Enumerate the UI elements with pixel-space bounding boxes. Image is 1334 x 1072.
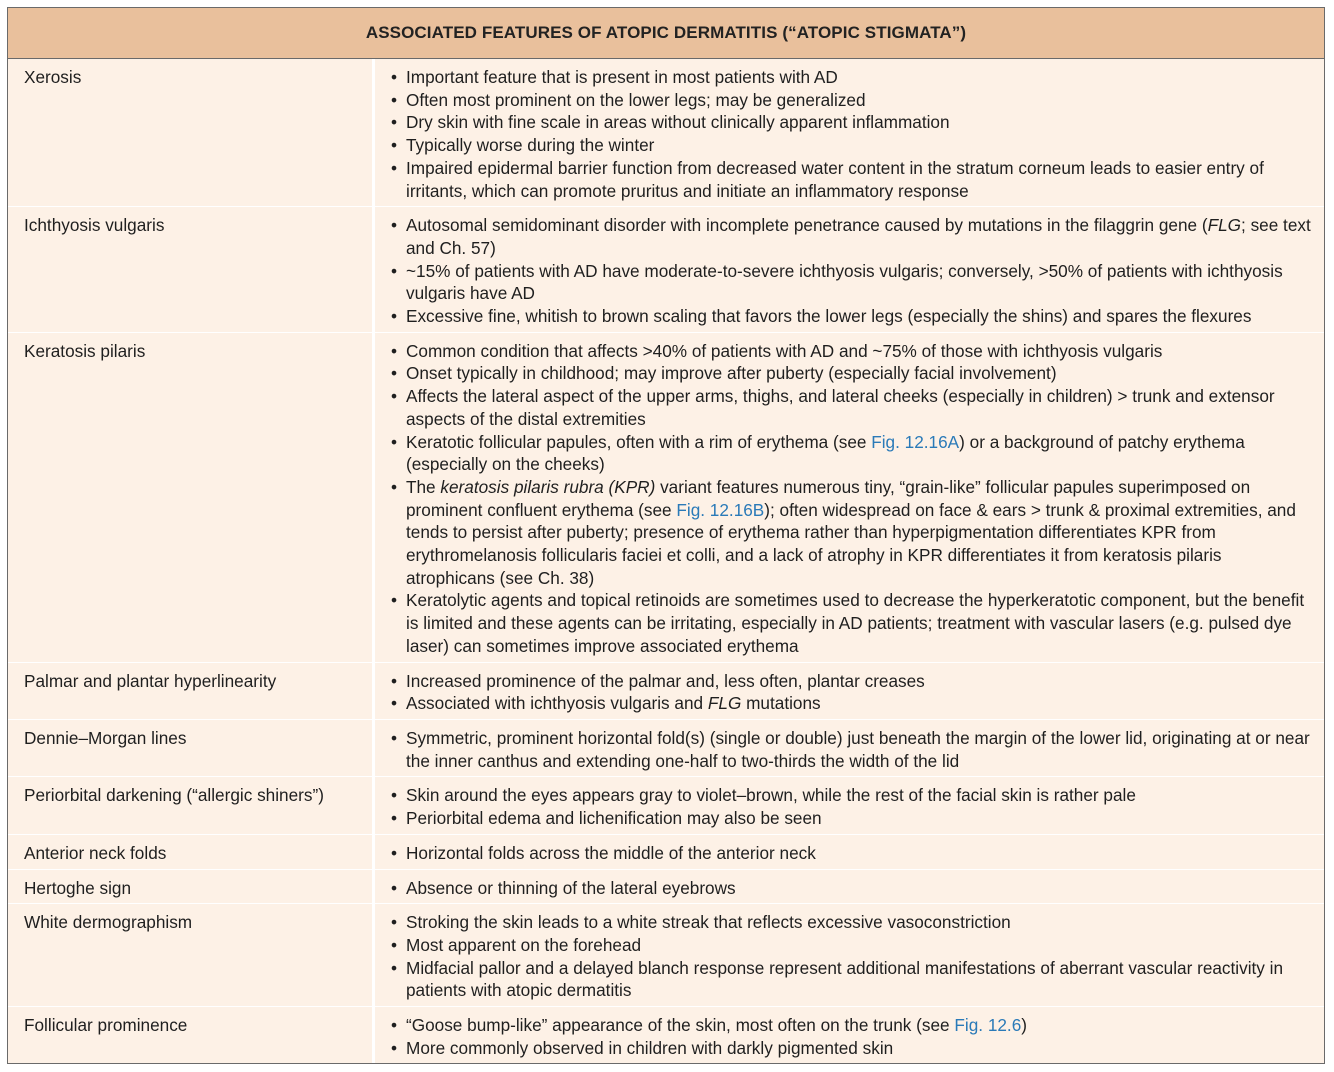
text-run: Periorbital edema and lichenification may also be seen — [406, 808, 822, 829]
text-run: The — [406, 476, 441, 497]
text-run: More commonly observed in children with darkly pigmented skin — [406, 1037, 894, 1058]
bullet-item — [391, 66, 1314, 89]
bullet-icon: • — [391, 476, 398, 497]
text-run: Common condition that affects >40% of patients with AD and ~75% of those with ichthyosis vulgaris — [406, 340, 1163, 361]
bullet-icon: • — [391, 590, 398, 611]
text-run: mutations — [741, 693, 821, 714]
bullet-icon: • — [391, 842, 398, 863]
bullet-item — [391, 157, 1314, 202]
text-run: Most apparent on the forehead — [406, 934, 642, 955]
bullet-item — [391, 957, 1314, 1002]
bullet-icon: • — [391, 215, 398, 236]
bullet-icon: • — [391, 785, 398, 806]
text-run: variant features numerous tiny, “grain-like” follicular papules superimposed on prominent confluent erythema (see — [406, 476, 1251, 520]
text-run: ) or a background of patchy erythema (especially on the cheeks) — [406, 431, 1245, 475]
text-run: Excessive fine, whitish to brown scaling that favors the lower legs (especially the shins) and spares the flexures — [406, 306, 1252, 327]
feature-name: Dennie–Morgan lines — [8, 720, 375, 776]
feature-name: Xerosis — [8, 59, 375, 206]
feature-description — [375, 777, 1324, 833]
text-run: Onset typically in childhood; may improve after puberty (especially facial involvement) — [406, 363, 1057, 384]
bullet-list — [391, 670, 1314, 715]
bullet-item — [391, 1014, 1314, 1037]
table-row — [8, 1007, 1324, 1063]
text-run: Dry skin with fine scale in areas without clinically apparent inflammation — [406, 112, 950, 133]
feature-name: Hertoghe sign — [8, 870, 375, 904]
text-run: Midfacial pallor and a delayed blanch response represent additional manifestations of aberrant vascular reactivity in patients with atopic dermatitis — [406, 957, 1284, 1001]
table-row — [8, 835, 1324, 870]
table-row — [8, 663, 1324, 720]
table-row — [8, 207, 1324, 333]
text-run: ) — [1021, 1015, 1028, 1036]
feature-description — [375, 663, 1324, 719]
bullet-list — [391, 214, 1314, 328]
text-run: “Goose bump-like” appearance of the skin, most often on the trunk (see — [406, 1015, 955, 1036]
bullet-item — [391, 877, 1314, 900]
feature-description — [375, 870, 1324, 904]
bullet-item — [391, 934, 1314, 957]
table-title: ASSOCIATED FEATURES OF ATOPIC DERMATITIS (“ATOPIC STIGMATA”) — [8, 8, 1324, 59]
bullet-icon: • — [391, 808, 398, 829]
text-run: Keratotic follicular papules, often with a rim of erythema (see — [406, 431, 872, 452]
figure-link[interactable]: Fig. 12.6 — [954, 1015, 1022, 1036]
italic-term: FLG — [707, 693, 742, 714]
text-run: Typically worse during the winter — [406, 135, 655, 156]
bullet-item — [391, 260, 1314, 305]
bullet-item — [391, 214, 1314, 259]
bullet-item — [391, 589, 1314, 657]
bullet-item — [391, 692, 1314, 715]
bullet-item — [391, 807, 1314, 830]
italic-term: FLG — [1207, 215, 1242, 236]
bullet-icon: • — [391, 934, 398, 955]
feature-name: Palmar and plantar hyperlinearity — [8, 663, 375, 719]
bullet-item — [391, 842, 1314, 865]
bullet-item — [391, 305, 1314, 328]
feature-description — [375, 904, 1324, 1006]
text-run: Autosomal semidominant disorder with incomplete penetrance caused by mutations in the filaggrin gene ( — [406, 215, 1208, 236]
feature-name: Ichthyosis vulgaris — [8, 207, 375, 332]
text-run: ); often widespread on face & ears > trunk & proximal extremities, and tends to persist after puberty; presence of erythema rather than hyperpigmentation differentiates KPR from erythromelanosis follicularis faciei et colli, and a lack of atrophy in KPR differentiates it from keratosis pilaris atrophicans (see Ch. 38) — [406, 499, 1296, 588]
bullet-item — [391, 784, 1314, 807]
text-run: Stroking the skin leads to a white streak that reflects excessive vasoconstriction — [406, 912, 1011, 933]
feature-description — [375, 835, 1324, 869]
feature-name: Follicular prominence — [8, 1007, 375, 1063]
feature-description — [375, 1007, 1324, 1063]
bullet-item — [391, 89, 1314, 112]
table-row — [8, 870, 1324, 905]
bullet-icon: • — [391, 260, 398, 281]
stigmata-table — [7, 7, 1325, 1064]
bullet-icon: • — [391, 157, 398, 178]
text-run: Absence or thinning of the lateral eyebrows — [406, 877, 736, 898]
bullet-list — [391, 1014, 1314, 1059]
bullet-list — [391, 784, 1314, 829]
bullet-icon: • — [391, 912, 398, 933]
bullet-icon: • — [391, 877, 398, 898]
bullet-item — [391, 134, 1314, 157]
table-row — [8, 904, 1324, 1007]
bullet-list — [391, 877, 1314, 900]
bullet-item — [391, 362, 1314, 385]
bullet-icon: • — [391, 135, 398, 156]
bullet-list — [391, 727, 1314, 772]
text-run: ; see text and Ch. 57) — [406, 215, 1311, 258]
bullet-list — [391, 911, 1314, 1002]
bullet-item — [391, 1037, 1314, 1060]
text-run: Increased prominence of the palmar and, less often, plantar creases — [406, 670, 925, 691]
bullet-icon: • — [391, 727, 398, 748]
bullet-list — [391, 842, 1314, 865]
bullet-icon: • — [391, 67, 398, 87]
bullet-item — [391, 385, 1314, 430]
text-run: Horizontal folds across the middle of the anterior neck — [406, 842, 816, 863]
bullet-item — [391, 431, 1314, 476]
text-run: Often most prominent on the lower legs; may be generalized — [406, 89, 866, 110]
text-run: Skin around the eyes appears gray to violet–brown, while the rest of the facial skin is rather pale — [406, 785, 1136, 806]
bullet-icon: • — [391, 340, 398, 361]
bullet-icon: • — [391, 693, 398, 714]
text-run: Important feature that is present in most patients with AD — [406, 67, 838, 87]
table-row — [8, 720, 1324, 777]
feature-description — [375, 720, 1324, 776]
table-body — [8, 59, 1324, 1063]
text-run: Associated with ichthyosis vulgaris and — [406, 693, 708, 714]
text-run: Affects the lateral aspect of the upper arms, thighs, and lateral cheeks (especially in children) > trunk and extensor aspects of the distal extremities — [406, 386, 1275, 429]
feature-name: White dermographism — [8, 904, 375, 1006]
text-run: Impaired epidermal barrier function from decreased water content in the stratum corneum leads to easier entry of irritants, which can promote pruritus and initiate an inflammatory response — [406, 157, 1264, 201]
bullet-item — [391, 727, 1314, 772]
text-run: ~15% of patients with AD have moderate-to-severe ichthyosis vulgaris; conversely, >50% of patients with ichthyosis vulgaris have AD — [406, 260, 1283, 304]
figure-link[interactable]: Fig. 12.16B — [676, 499, 765, 520]
bullet-icon: • — [391, 386, 398, 407]
bullet-item — [391, 111, 1314, 134]
table-row — [8, 59, 1324, 207]
feature-name: Periorbital darkening (“allergic shiners”) — [8, 777, 375, 833]
italic-term: keratosis pilaris rubra (KPR) — [440, 476, 656, 497]
bullet-item — [391, 476, 1314, 590]
feature-name: Anterior neck folds — [8, 835, 375, 869]
bullet-icon: • — [391, 363, 398, 384]
table-row — [8, 777, 1324, 834]
feature-description — [375, 59, 1324, 206]
feature-description — [375, 333, 1324, 662]
text-run: Keratolytic agents and topical retinoids are sometimes used to decrease the hyperkeratotic component, but the benefit is limited and these agents can be irritating, especially in AD patients; treatment with vascular lasers (e.g. pulsed dye laser) can sometimes improve associated erythema — [406, 590, 1305, 656]
bullet-icon: • — [391, 957, 398, 978]
bullet-list — [391, 66, 1314, 202]
bullet-item — [391, 911, 1314, 934]
bullet-icon: • — [391, 431, 398, 452]
bullet-icon: • — [391, 306, 398, 327]
feature-description — [375, 207, 1324, 332]
bullet-item — [391, 340, 1314, 363]
figure-link[interactable]: Fig. 12.16A — [871, 431, 960, 452]
bullet-icon: • — [391, 1037, 398, 1058]
table-row — [8, 333, 1324, 663]
bullet-icon: • — [391, 1015, 398, 1036]
bullet-item — [391, 670, 1314, 693]
bullet-icon: • — [391, 89, 398, 110]
bullet-list — [391, 340, 1314, 658]
feature-name: Keratosis pilaris — [8, 333, 375, 662]
bullet-icon: • — [391, 670, 398, 691]
bullet-icon: • — [391, 112, 398, 133]
text-run: Symmetric, prominent horizontal fold(s) (single or double) just beneath the margin of the lower lid, originating at or near the inner canthus and extending one-half to two-thirds the width of the lid — [406, 727, 1310, 771]
